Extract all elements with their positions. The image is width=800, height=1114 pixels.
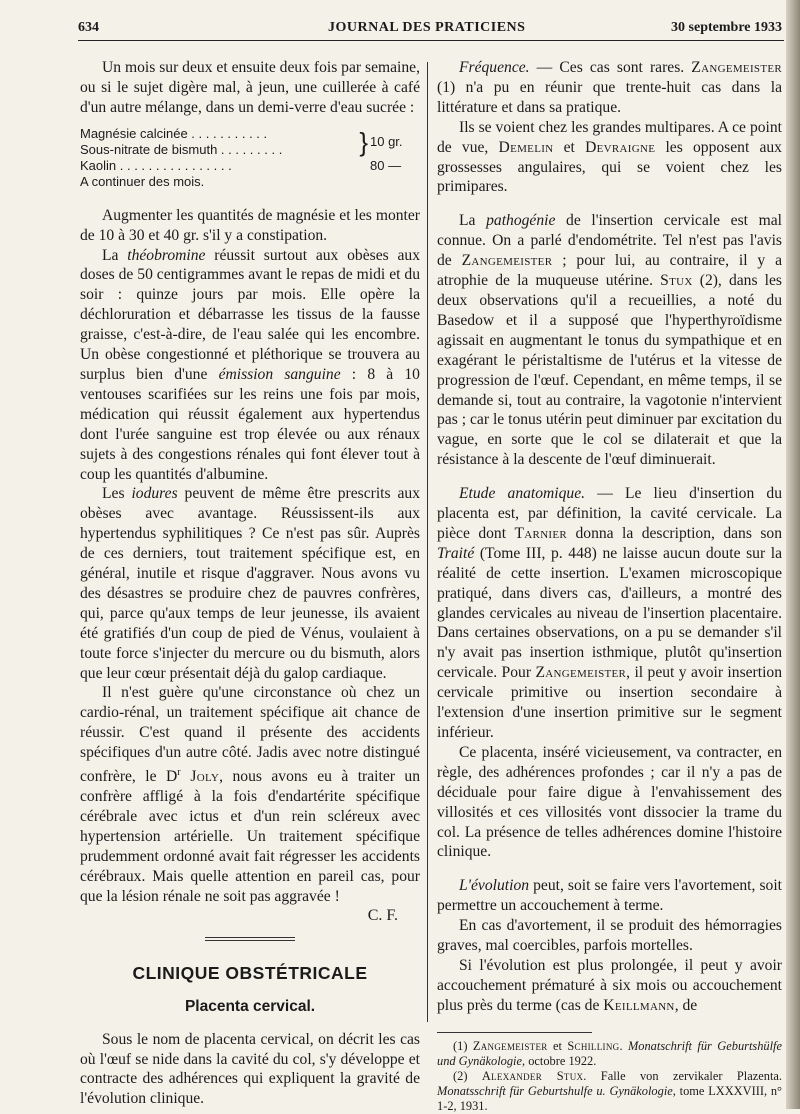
- formula-item: Sous-nitrate de bismuth . . . . . . . . .: [80, 141, 283, 157]
- footnotes: [437, 1039, 782, 1114]
- formula-amount: 80 —: [370, 157, 402, 173]
- paragraph: Il n'est guère qu'une circonstance où chez un cardio-rénal, un traitement spécifique ait chance de réussir. C'est quand il présente des accidents spécifiques d'un autre côté. Jadis avec notre distingué confrère, le $D^r$ Joly, nous avons eu à traiter un confrère affligé à la fois d'endartérite spécifique cérébrale avec ictus et d'un rein scléreux avec hypertension artérielle. Un traitement spécifique prudemment ordonné avait fait régresser les accidents cérébraux. Mais quelle attention en pareil cas, pour que la lésion rénale ne soit pas aggravée !: [80, 684, 420, 905]
- paragraph: Augmenter les quantités de magnésie et les monter de 10 à 30 et 40 gr. s'il y a constipation.: [80, 206, 420, 244]
- paragraph: Les iodures peuvent de même être prescrits aux obèses avec avantage. Réussissent-ils aux hypertendus syphilitiques ? Ce n'est pas sûr. Auprès de ces derniers, tout traitement spécifique est, en général, inutile et risque d'aggraver. Nous avons vu des désastres se produire chez de pauvres confrères, qui, parce qu'aux temps de leur jeunesse, ils avaient été gratifiés d'un coup de pied de Vénus, voulaient à toute force s'injecter du mercure ou du bismuth, alors que leur cœur présentait déjà du galop cardiaque.: [80, 485, 420, 682]
- footnote-rule: [437, 1032, 592, 1033]
- paragraph: L'évolution peut, soit se faire vers l'avortement, soit permettre un accouchement à terme.: [437, 877, 782, 915]
- paragraph: Ils se voient chez les grandes multipares. A ce point de vue, Demelin et Devraigne les opposent aux grossesses angulaires, qui se voient chez les primipares.: [437, 118, 782, 196]
- page-edge-shadow: [786, 0, 800, 1109]
- left-column: [80, 58, 420, 1109]
- article-title: Placenta cervical.: [184, 997, 316, 1015]
- section-title: CLINIQUE OBSTÉTRICALE: [132, 962, 368, 983]
- author-signature: C. F.: [367, 906, 398, 924]
- brace: }: [359, 126, 368, 157]
- column-divider: [427, 62, 428, 1022]
- paragraph: La théobromine réussit surtout aux obèses aux doses de 50 centigrammes avant le repas de midi et du soir : quinze jours par mois. Elle opère la déchloruration et débarrasse les tissus de la fausse graisse, c'est-à-dire, de l'eau salée qui les encombre. Un obèse congestionné et pléthorique se trouvera au surplus bien d'une émission sanguine : 8 à 10 ventouses scarifiées sur les reins une fois par mois, médication qui réussit également aux hypertendus dont l'urée sanguine est trop élevée ou aux rénaux sujets à des congestions rénales qui font élever tout à coup les quantités d'albumine.: [80, 246, 420, 483]
- paragraph: Un mois sur deux et ensuite deux fois par semaine, ou si le sujet digère mal, à jeun, une cuillerée à café d'un autre mélange, dans un demi-verre d'eau sucrée :: [80, 59, 420, 116]
- paragraph: Sous le nom de placenta cervical, on décrit les cas où l'œuf se nide dans la cavité du col, s'y développe et contracte des adhérences qui expliquent la gravité de l'évolution clinique.: [80, 1030, 420, 1108]
- paragraph: Fréquence. — Ces cas sont rares. Zangemeister (1) n'a pu en réunir que trente-huit cas dans la littérature et dans sa pratique.: [437, 59, 782, 116]
- page-header: [78, 16, 782, 38]
- formula-row: Kaolin . . . . . . . . . . . . . . . . 80 —: [80, 158, 420, 174]
- journal-title: JOURNAL DES PRATICIENS: [328, 20, 526, 35]
- page-number: 634: [78, 20, 99, 35]
- footnote: (1) Zangemeister et Schilling. Monatschrift für Geburtshülfe und Gynäkologie, octobre 1922.: [437, 1038, 782, 1068]
- issue-date: 30 septembre 1933: [671, 20, 782, 35]
- paragraph: Etude anatomique. — Le lieu d'insertion du placenta est, par définition, la cavité cervicale. La pièce dont Tarnier donna la description, dans son Traité (Tome III, p. 448) ne laisse aucun doute sur la réalité de cette insertion. L'examen microscopique pratiqué, dans divers cas, d'ailleurs, a montré des glandes cervicales au niveau de l'insertion placentaire. Dans certaines observations, on a pu se demander s'il n'y avait pas insertion isthmique, plutôt qu'insertion cervicale. Pour Zangemeister, il peut y avoir insertion cervicale primitive ou insertion secondaire à l'extension d'une insertion primitive sur le segment inférieur.: [437, 485, 783, 741]
- formula-item: Magnésie calcinée . . . . . . . . . . .: [80, 125, 268, 141]
- formula-note: A continuer des mois.: [80, 173, 205, 189]
- formula-row: [80, 126, 420, 158]
- paragraph: La pathogénie de l'insertion cervicale est mal connue. On a parlé d'endométrite. Tel n'est pas l'avis de Zangemeister ; pour lui, au contraire, il y a atrophie de la muqueuse utérine. Stux (2), dans les deux observations qu'il a recueillies, a noté du Basedow et il a supposé que l'hyperthyroïdisme agissait en augmentant le tonus du sympathique et en exagérant le péristaltisme de l'utérus et la vitesse de progression de l'œuf. Cependant, en même temps, il se demande si, tout au contraire, la vagotonie n'intervient pas ; car le tonus utérin peut diminuer par excitation du vague, en sorte que le col se dilaterait et que la résistance à la descente de l'œuf diminuerait.: [437, 212, 782, 469]
- right-column: [437, 58, 782, 1114]
- section-separator: [205, 937, 295, 941]
- formula-item: Kaolin: [80, 157, 117, 173]
- paragraph: Ce placenta, inséré vicieusement, va contracter, en règle, des adhérences profondes ; car il n'y a pas de déciduale pour faire digue à l'envahissement des villosités et ces villosités vont dissocier la trame du col. La présence de telles adhérences domine l'histoire clinique.: [437, 743, 782, 861]
- paragraph: En cas d'avortement, il se produit des hémorragies graves, mal coercibles, parfois mortelles.: [437, 917, 782, 955]
- formula-amount: 10 gr.: [370, 133, 403, 149]
- prescription-formula: [80, 126, 420, 190]
- footnote: (2) Alexander Stux. Falle von zervikaler Plazenta. Monatsschrift für Geburtshulfe u. Gynäkologie, tome LXXXVIII, n° 1-2, 1931.: [437, 1068, 782, 1113]
- header-rule: [78, 40, 784, 41]
- paragraph: Si l'évolution est plus prolongée, il peut y avoir accouchement prématuré à six mois ou accouchement plus près du terme (cas de Keillmann, de: [437, 956, 782, 1014]
